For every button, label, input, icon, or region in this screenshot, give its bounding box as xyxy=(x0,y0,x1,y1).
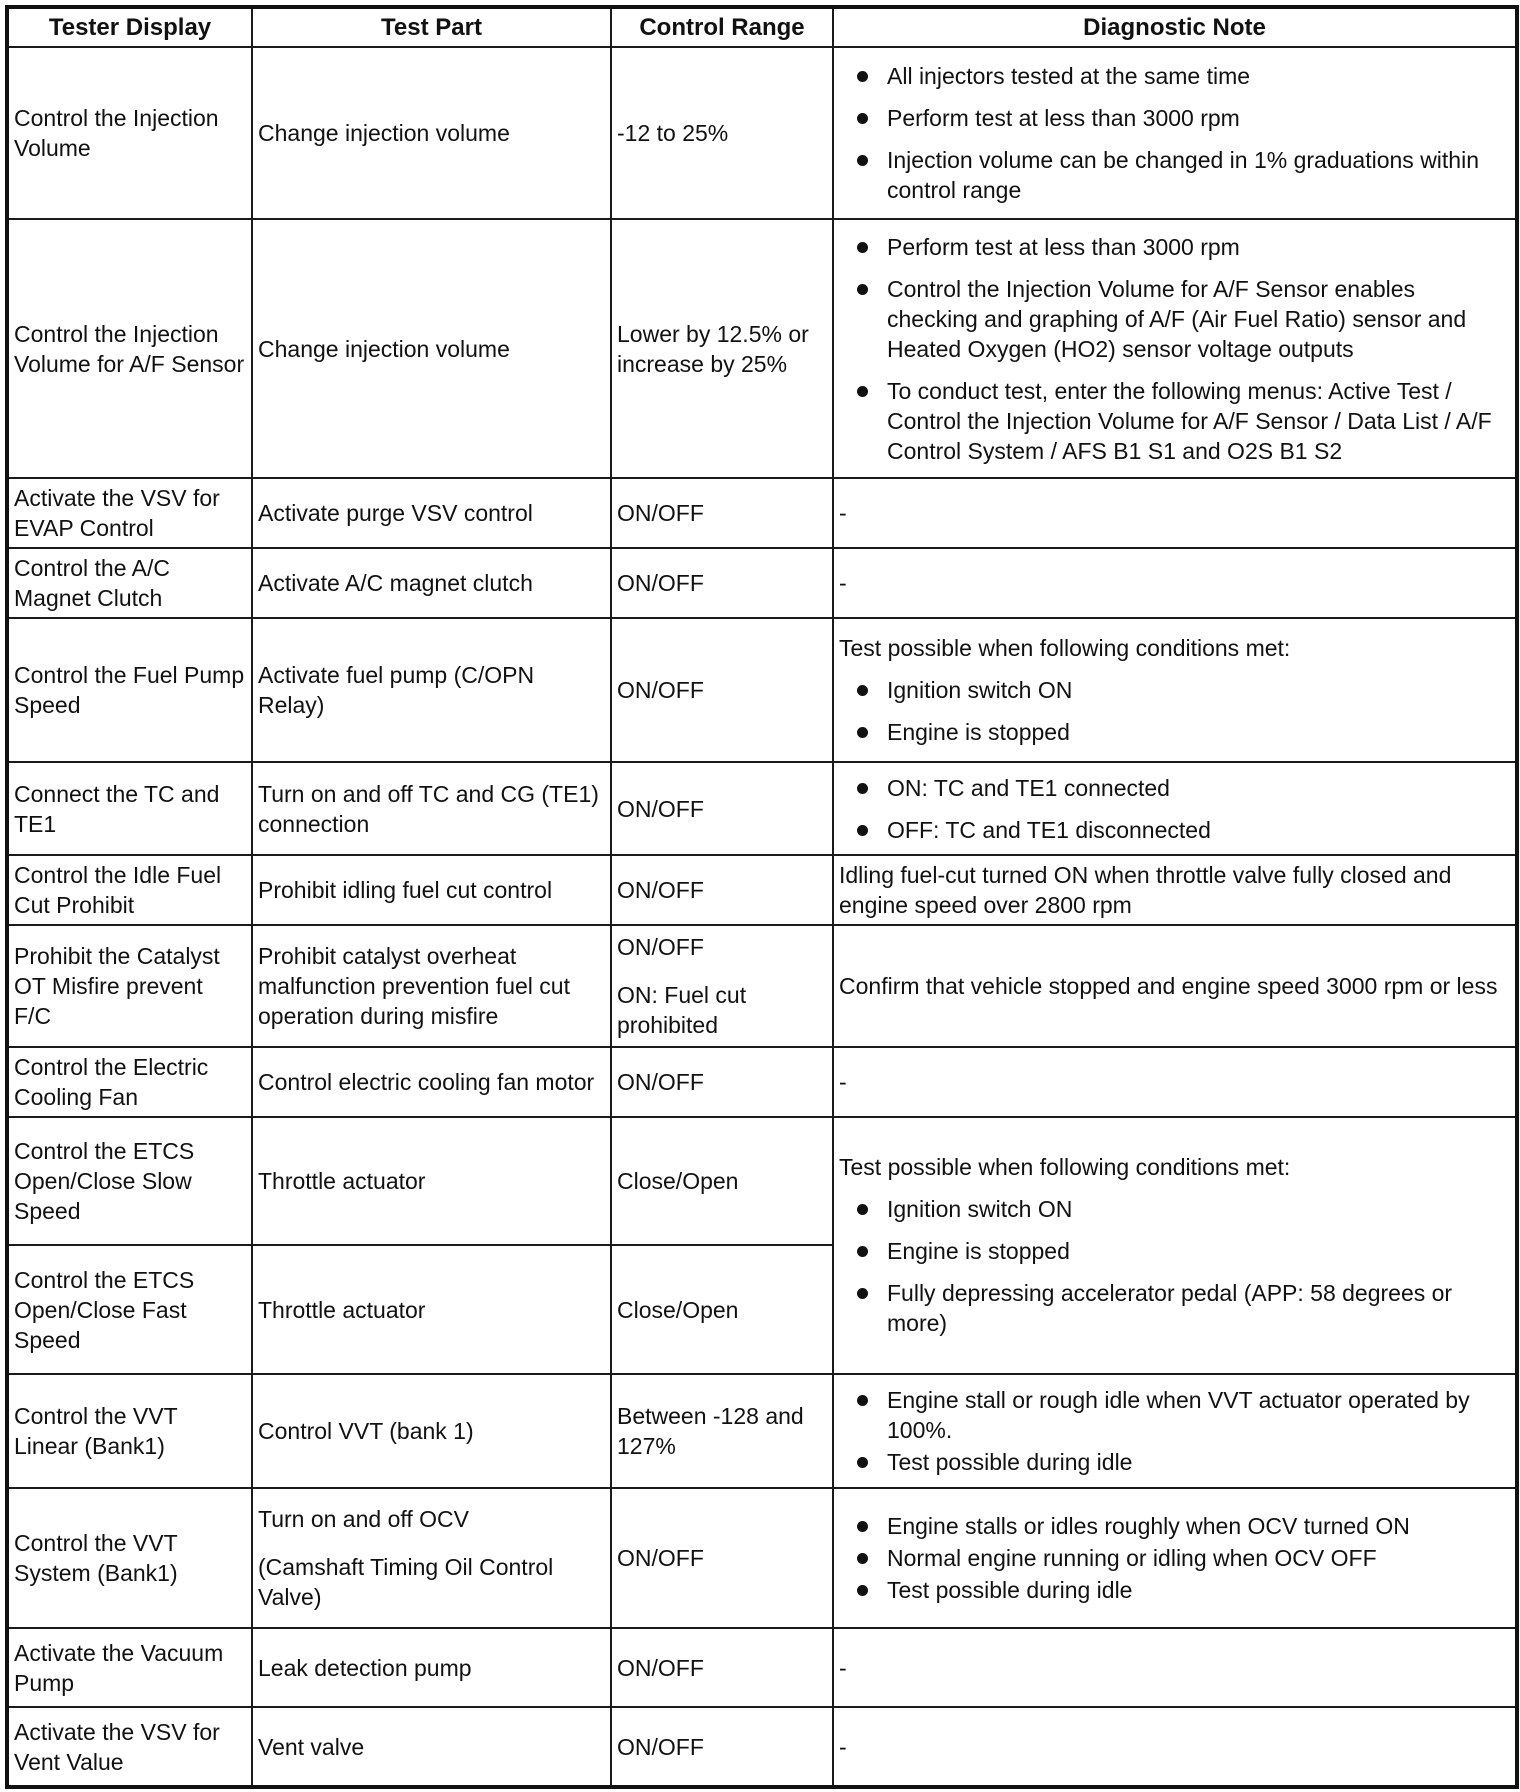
diagnostic-note-cell: - xyxy=(833,1707,1517,1787)
tester-display-cell: Control the Injection Volume for A/F Sensor xyxy=(7,219,252,478)
test-part-cell: Control VVT (bank 1) xyxy=(252,1374,611,1488)
table-row xyxy=(7,47,1517,219)
table-row xyxy=(7,855,1517,925)
tester-display-cell: Prohibit the Catalyst OT Misfire prevent F/C xyxy=(7,925,252,1047)
note-intro: Test possible when following conditions met: xyxy=(839,634,1291,661)
diagnostic-note-cell: - xyxy=(833,1047,1517,1117)
diagnostic-note-cell: Idling fuel-cut turned ON when throttle valve fully closed and engine speed over 2800 rpm xyxy=(833,855,1517,925)
control-range-cell xyxy=(611,925,833,1047)
table-row xyxy=(7,1117,1517,1246)
note-item: Engine is stopped xyxy=(839,717,1510,747)
note-list xyxy=(839,773,1510,845)
diagnostic-note-cell xyxy=(833,219,1517,478)
header-diagnostic-note: Diagnostic Note xyxy=(833,7,1517,47)
test-part-cell xyxy=(252,1488,611,1627)
test-part-cell: Throttle actuator xyxy=(252,1117,611,1246)
test-part-line: Turn on and off OCV xyxy=(258,1506,469,1533)
test-part-cell: Activate purge VSV control xyxy=(252,478,611,548)
diagnostic-note-cell xyxy=(833,1488,1517,1627)
test-part-cell: Turn on and off TC and CG (TE1) connection xyxy=(252,762,611,856)
test-part-line: (Camshaft Timing Oil Control Valve) xyxy=(258,1554,554,1611)
note-item: Fully depressing accelerator pedal (APP: 58 degrees or more) xyxy=(839,1278,1510,1338)
control-range-cell: ON/OFF xyxy=(611,478,833,548)
table-row xyxy=(7,762,1517,856)
header-tester-display: Tester Display xyxy=(7,7,252,47)
note-item: Engine stall or rough idle when VVT actuator operated by 100%. xyxy=(839,1385,1510,1445)
control-range-cell: -12 to 25% xyxy=(611,47,833,219)
test-part-cell: Control electric cooling fan motor xyxy=(252,1047,611,1117)
note-list xyxy=(839,232,1510,466)
control-range-cell: Between -128 and 127% xyxy=(611,1374,833,1488)
note-list xyxy=(839,1194,1510,1338)
control-range-cell: Lower by 12.5% or increase by 25% xyxy=(611,219,833,478)
note-item: Perform test at less than 3000 rpm xyxy=(839,232,1510,262)
test-part-cell: Activate A/C magnet clutch xyxy=(252,548,611,618)
tester-display-cell: Control the ETCS Open/Close Fast Speed xyxy=(7,1245,252,1374)
diagnostic-note-cell: - xyxy=(833,1628,1517,1708)
control-range-cell: ON/OFF xyxy=(611,1628,833,1708)
note-item: Test possible during idle xyxy=(839,1447,1510,1477)
table-row xyxy=(7,1628,1517,1708)
note-item: Control the Injection Volume for A/F Sensor enables checking and graphing of A/F (Air Fuel Ratio) sensor and Heated Oxygen (HO2) sensor voltage outputs xyxy=(839,274,1510,364)
diagnostic-note-cell xyxy=(833,1117,1517,1374)
tester-display-cell: Activate the VSV for Vent Value xyxy=(7,1707,252,1787)
test-part-cell: Change injection volume xyxy=(252,219,611,478)
note-item: Normal engine running or idling when OCV OFF xyxy=(839,1543,1510,1573)
active-test-table xyxy=(5,5,1519,1789)
diagnostic-note-cell: - xyxy=(833,478,1517,548)
control-range-cell: ON/OFF xyxy=(611,1488,833,1627)
table-row xyxy=(7,618,1517,762)
table-row xyxy=(7,1374,1517,1488)
tester-display-cell: Control the Injection Volume xyxy=(7,47,252,219)
control-range-cell: ON/OFF xyxy=(611,855,833,925)
control-range-line: ON/OFF xyxy=(617,934,704,961)
note-item: Perform test at less than 3000 rpm xyxy=(839,103,1510,133)
note-item: Injection volume can be changed in 1% graduations within control range xyxy=(839,145,1510,205)
tester-display-cell: Control the VVT Linear (Bank1) xyxy=(7,1374,252,1488)
test-part-cell: Prohibit idling fuel cut control xyxy=(252,855,611,925)
tester-display-cell: Activate the VSV for EVAP Control xyxy=(7,478,252,548)
note-item: Engine is stopped xyxy=(839,1236,1510,1266)
note-item: Test possible during idle xyxy=(839,1575,1510,1605)
test-part-cell: Vent valve xyxy=(252,1707,611,1787)
diagnostic-note-cell xyxy=(833,762,1517,856)
table-row xyxy=(7,1488,1517,1627)
table-row xyxy=(7,219,1517,478)
note-item: ON: TC and TE1 connected xyxy=(839,773,1510,803)
note-item: OFF: TC and TE1 disconnected xyxy=(839,815,1510,845)
tester-display-cell: Control the ETCS Open/Close Slow Speed xyxy=(7,1117,252,1246)
diagnostic-note-cell xyxy=(833,47,1517,219)
tester-display-cell: Control the VVT System (Bank1) xyxy=(7,1488,252,1627)
header-control-range: Control Range xyxy=(611,7,833,47)
table-row xyxy=(7,548,1517,618)
diagnostic-note-cell: - xyxy=(833,548,1517,618)
tester-display-cell: Control the Idle Fuel Cut Prohibit xyxy=(7,855,252,925)
note-item: Ignition switch ON xyxy=(839,1194,1510,1224)
tester-display-cell: Activate the Vacuum Pump xyxy=(7,1628,252,1708)
diagnostic-note-cell xyxy=(833,1374,1517,1488)
note-item: Engine stalls or idles roughly when OCV turned ON xyxy=(839,1511,1510,1541)
note-item: To conduct test, enter the following menus: Active Test / Control the Injection Volume for A/F Sensor / Data List / A/F Control System / AFS B1 S1 and O2S B1 S2 xyxy=(839,376,1510,466)
control-range-line: ON: Fuel cut prohibited xyxy=(617,982,747,1039)
note-list xyxy=(839,61,1510,205)
diagnostic-note-cell: Confirm that vehicle stopped and engine speed 3000 rpm or less xyxy=(833,925,1517,1047)
header-row xyxy=(7,7,1517,47)
control-range-cell: Close/Open xyxy=(611,1245,833,1374)
control-range-cell: ON/OFF xyxy=(611,618,833,762)
table-row xyxy=(7,1047,1517,1117)
table-row xyxy=(7,1707,1517,1787)
test-part-cell: Leak detection pump xyxy=(252,1628,611,1708)
control-range-cell: ON/OFF xyxy=(611,1707,833,1787)
tester-display-cell: Connect the TC and TE1 xyxy=(7,762,252,856)
control-range-cell: Close/Open xyxy=(611,1117,833,1246)
note-item: Ignition switch ON xyxy=(839,675,1510,705)
note-intro: Test possible when following conditions met: xyxy=(839,1154,1291,1181)
table-row xyxy=(7,478,1517,548)
diagnostic-note-cell xyxy=(833,618,1517,762)
tester-display-cell: Control the Electric Cooling Fan xyxy=(7,1047,252,1117)
note-list xyxy=(839,1385,1510,1477)
table-row xyxy=(7,925,1517,1047)
tester-display-cell: Control the Fuel Pump Speed xyxy=(7,618,252,762)
note-list xyxy=(839,1511,1510,1605)
test-part-cell: Prohibit catalyst overheat malfunction prevention fuel cut operation during misfire xyxy=(252,925,611,1047)
tester-display-cell: Control the A/C Magnet Clutch xyxy=(7,548,252,618)
control-range-cell: ON/OFF xyxy=(611,548,833,618)
test-part-cell: Throttle actuator xyxy=(252,1245,611,1374)
note-list xyxy=(839,675,1510,747)
control-range-cell: ON/OFF xyxy=(611,762,833,856)
header-test-part: Test Part xyxy=(252,7,611,47)
control-range-cell: ON/OFF xyxy=(611,1047,833,1117)
note-item: All injectors tested at the same time xyxy=(839,61,1510,91)
active-test-table-sheet xyxy=(5,5,1515,1789)
test-part-cell: Change injection volume xyxy=(252,47,611,219)
test-part-cell: Activate fuel pump (C/OPN Relay) xyxy=(252,618,611,762)
